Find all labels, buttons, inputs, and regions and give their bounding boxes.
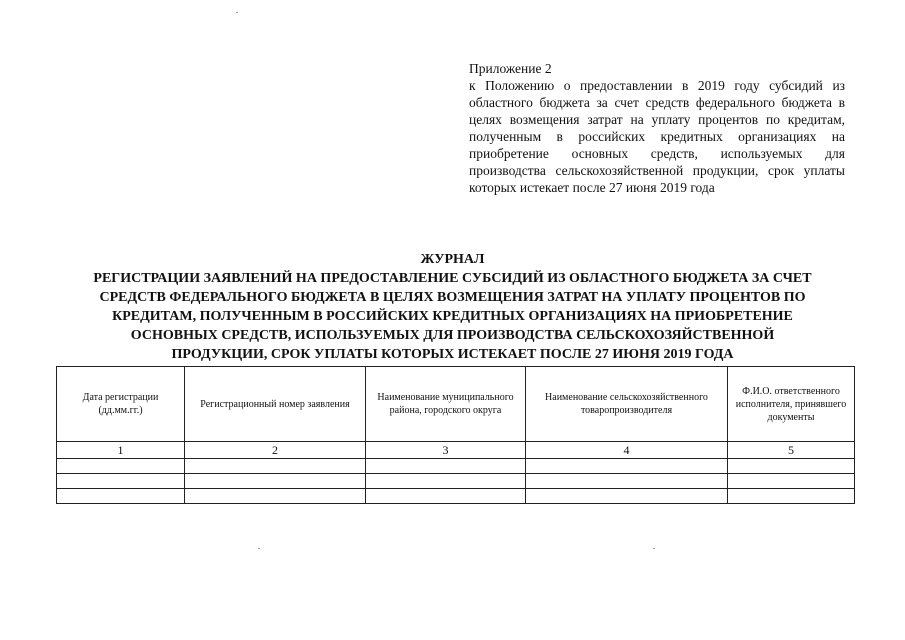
column-number-row <box>57 442 855 459</box>
table-cell <box>57 474 185 489</box>
table-cell <box>57 489 185 504</box>
table-cell <box>526 459 728 474</box>
appendix-body: к Положению о предоставлении в 2019 году субсидий из областного бюджета за счет средств федерального бюджета в целях возмещения затрат на уплату процентов по кредитам, полученным в российских кредитных организациях на приобретение основных средств, используемых для производства сельскохозяйственной продукции, срок уплаты которых истекает после 27 июня 2019 года <box>469 78 845 195</box>
column-header-municipality: Наименование муниципального района, городского округа <box>366 367 526 442</box>
journal-title: ЖУРНАЛ <box>420 252 485 267</box>
journal-subtitle-line: ПРОДУКЦИИ, СРОК УПЛАТЫ КОТОРЫХ ИСТЕКАЕТ ПОСЛЕ 27 ИЮНЯ 2019 ГОДА <box>171 347 734 362</box>
column-number: 2 <box>185 442 366 459</box>
journal-heading <box>40 250 865 364</box>
column-header-reg-number: Регистрационный номер заявления <box>185 367 366 442</box>
table-header-row <box>57 367 855 442</box>
table-cell <box>366 474 526 489</box>
table-row <box>57 489 855 504</box>
journal-table <box>56 366 855 504</box>
column-number: 3 <box>366 442 526 459</box>
journal-subtitle-line: РЕГИСТРАЦИИ ЗАЯВЛЕНИЙ НА ПРЕДОСТАВЛЕНИЕ СУБСИДИЙ ИЗ ОБЛАСТНОГО БЮДЖЕТА ЗА СЧЕТ <box>93 271 812 286</box>
table-cell <box>366 489 526 504</box>
column-header-responsible: Ф.И.О. ответственного исполнителя, принявшего документы <box>728 367 855 442</box>
column-number: 5 <box>728 442 855 459</box>
table-cell <box>728 489 855 504</box>
journal-subtitle-line: СРЕДСТВ ФЕДЕРАЛЬНОГО БЮДЖЕТА В ЦЕЛЯХ ВОЗМЕЩЕНИЯ ЗАТРАТ НА УПЛАТУ ПРОЦЕНТОВ ПО <box>99 290 806 305</box>
table-cell <box>728 459 855 474</box>
journal-subtitle-line: КРЕДИТАМ, ПОЛУЧЕННЫМ В РОССИЙСКИХ КРЕДИТНЫХ ОРГАНИЗАЦИЯХ НА ПРИОБРЕТЕНИЕ <box>112 309 793 324</box>
table-cell <box>526 489 728 504</box>
table-row <box>57 474 855 489</box>
column-header-producer: Наименование сельскохозяйственного товаропроизводителя <box>526 367 728 442</box>
table-cell <box>185 474 366 489</box>
column-number: 1 <box>57 442 185 459</box>
table-cell <box>728 474 855 489</box>
column-number: 4 <box>526 442 728 459</box>
scan-speck <box>258 548 260 549</box>
table-cell <box>57 459 185 474</box>
appendix-title: Приложение 2 <box>469 61 552 76</box>
table-cell <box>185 459 366 474</box>
table-cell <box>526 474 728 489</box>
appendix-block <box>469 60 845 196</box>
table-cell <box>366 459 526 474</box>
table-cell <box>185 489 366 504</box>
scan-speck <box>653 548 655 549</box>
journal-subtitle-line: ОСНОВНЫХ СРЕДСТВ, ИСПОЛЬЗУЕМЫХ ДЛЯ ПРОИЗВОДСТВА СЕЛЬСКОХОЗЯЙСТВЕННОЙ <box>130 328 775 343</box>
scan-speck <box>236 12 238 13</box>
table-row <box>57 459 855 474</box>
column-header-date: Дата регистрации (дд.мм.гг.) <box>57 367 185 442</box>
